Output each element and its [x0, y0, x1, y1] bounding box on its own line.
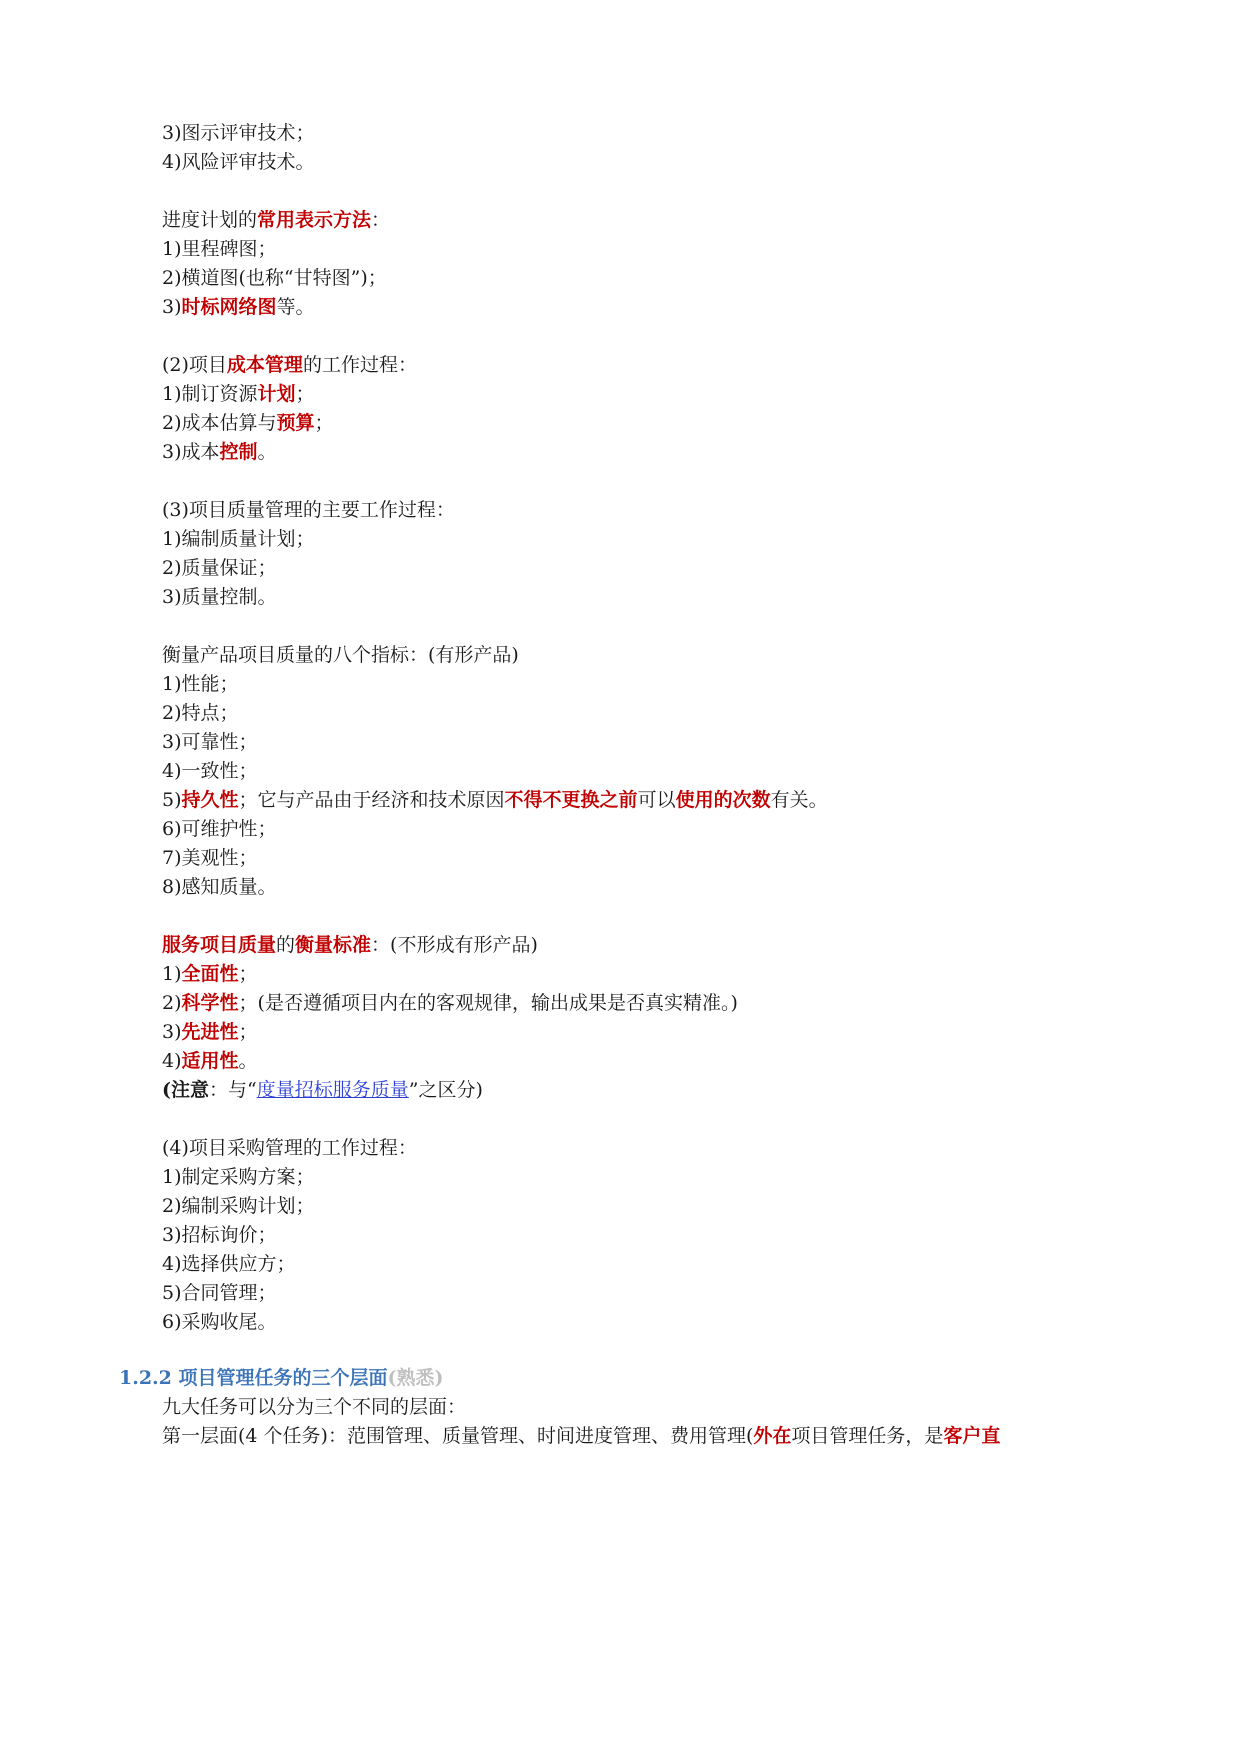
schedule-methods-intro [162, 208, 390, 232]
text-run: ：(不形成有形产品) [371, 934, 538, 956]
product-metrics-title: 衡量产品项目质量的八个指标：(有形产品) [162, 644, 519, 666]
quality-item-2: 2)质量保证； [162, 557, 277, 579]
quality-item-3: 3)质量控制。 [162, 586, 277, 608]
procurement-item-3: 3)招标询价； [162, 1224, 277, 1246]
service-metrics-note [162, 1078, 483, 1102]
text-run: 的 [276, 934, 296, 956]
text-run: 4) [162, 1050, 182, 1072]
text-run: 5) [162, 789, 182, 811]
product-metric-item-8: 8)感知质量。 [162, 876, 277, 898]
text-run: 3) [162, 296, 182, 318]
emphasis-text: 先进性 [181, 1021, 239, 1043]
text-run: (2)项目 [162, 354, 227, 376]
cost-item-2 [162, 411, 334, 435]
service-metrics-title [162, 933, 538, 957]
procurement-section-title: (4)项目采购管理的工作过程： [162, 1137, 417, 1159]
text-run: 项目管理任务，是 [791, 1425, 944, 1447]
emphasis-text: 计划 [257, 383, 296, 405]
emphasis-text: 预算 [276, 412, 315, 434]
service-metric-item-2 [162, 991, 738, 1015]
text-run: ”之区分) [408, 1079, 483, 1101]
product-metric-item-7: 7)美观性； [162, 847, 258, 869]
review-technique-item-3: 3)图示评审技术； [162, 122, 315, 144]
procurement-item-4: 4)选择供应方； [162, 1253, 296, 1275]
procurement-item-5: 5)合同管理； [162, 1282, 277, 1304]
text-run: 第一层面(4 个任务)：范围管理、质量管理、时间进度管理、费用管理( [162, 1425, 754, 1447]
service-metric-item-4 [162, 1049, 258, 1073]
text-run: 2)成本估算与 [162, 412, 277, 434]
service-metric-item-1 [162, 962, 258, 986]
emphasis-text: 科学性 [181, 992, 239, 1014]
service-metric-item-3 [162, 1020, 258, 1044]
product-metric-item-3: 3)可靠性； [162, 731, 258, 753]
schedule-method-item-3 [162, 295, 315, 319]
emphasis-text: 全面性 [181, 963, 239, 985]
section-heading [119, 1366, 444, 1390]
product-metric-item-6: 6)可维护性； [162, 818, 277, 840]
product-metric-item-5 [162, 788, 828, 812]
text-run: 3)成本 [162, 441, 220, 463]
heading-tag: (熟悉) [387, 1367, 444, 1389]
text-run: 3) [162, 1021, 182, 1043]
heading-text: 1.2.2 项目管理任务的三个层面 [119, 1367, 388, 1389]
procurement-item-6: 6)采购收尾。 [162, 1311, 277, 1333]
text-run: 1) [162, 963, 182, 985]
schedule-method-item-2: 2)横道图(也称“甘特图”)； [162, 267, 387, 289]
emphasis-text: 控制 [219, 441, 258, 463]
product-metric-item-2: 2)特点； [162, 702, 239, 724]
product-metric-item-1: 1)性能； [162, 673, 239, 695]
section-intro: 九大任务可以分为三个不同的层面： [162, 1396, 467, 1418]
emphasis-text: 衡量标准 [295, 934, 372, 956]
emphasis-text: 时标网络图 [181, 296, 277, 318]
text-run: ； [238, 963, 258, 985]
emphasis-text: 持久性 [181, 789, 239, 811]
text-run: ；(是否遵循项目内在的客观规律，输出成果是否真实精准。) [238, 992, 738, 1014]
text-run: 1)制订资源 [162, 383, 258, 405]
text-run: 有关。 [770, 789, 828, 811]
service-quality-link[interactable]: 度量招标服务质量 [256, 1079, 409, 1101]
schedule-method-item-1: 1)里程碑图； [162, 238, 277, 260]
text-run: 等。 [276, 296, 315, 318]
text-run: ； [295, 383, 315, 405]
procurement-item-1: 1)制定采购方案； [162, 1166, 315, 1188]
review-technique-item-4: 4)风险评审技术。 [162, 151, 315, 173]
emphasis-text: 外在 [753, 1425, 792, 1447]
emphasis-text: 使用的次数 [675, 789, 771, 811]
text-run: 可以 [637, 789, 676, 811]
product-metric-item-4: 4)一致性； [162, 760, 258, 782]
emphasis-text: 成本管理 [226, 354, 303, 376]
text-run: 的工作过程： [302, 354, 417, 376]
quality-section-title: (3)项目质量管理的主要工作过程： [162, 499, 455, 521]
quality-item-1: 1)编制质量计划； [162, 528, 315, 550]
emphasis-text: 服务项目质量 [162, 934, 277, 956]
cost-item-1 [162, 382, 315, 406]
emphasis-text: 不得不更换之前 [504, 789, 638, 811]
text-run: 。 [238, 1050, 258, 1072]
text-run: 。 [257, 441, 277, 463]
text-run: 2) [162, 992, 182, 1014]
level-1-description [162, 1424, 1000, 1448]
cost-item-3 [162, 440, 277, 464]
emphasis-text: 常用表示方法 [257, 209, 372, 231]
procurement-item-2: 2)编制采购计划； [162, 1195, 315, 1217]
emphasis-text: 客户直 [943, 1425, 1001, 1447]
text-run: ；它与产品由于经济和技术原因 [238, 789, 505, 811]
text-run: ； [314, 412, 334, 434]
emphasis-text: 适用性 [181, 1050, 239, 1072]
text-run: 进度计划的 [162, 209, 258, 231]
text-run: ：与“ [209, 1079, 257, 1101]
note-label: (注意 [162, 1079, 209, 1101]
text-run: ； [238, 1021, 258, 1043]
text-run: ： [371, 209, 391, 231]
cost-section-title [162, 353, 417, 377]
